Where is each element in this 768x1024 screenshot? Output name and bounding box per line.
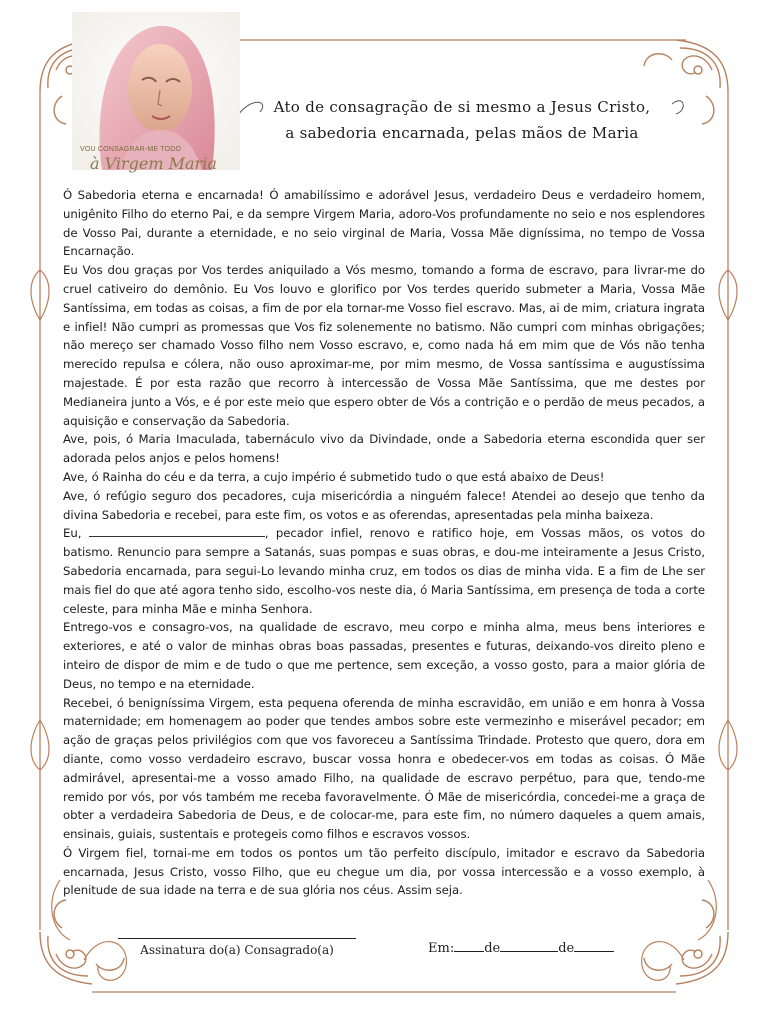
prayer-text — [63, 186, 705, 900]
prayer-paragraph: Ó Virgem fiel, tornai-me em todos os pontos um tão perfeito discípulo, imitador e escravo da Sabedoria encarnada, Jesus Cristo, vosso Filho, que eu chegue um dia, por vossa intercessão e a vosso exemplo, à plenitude de sua idade na terra e de sua glória nos céus. Assim seja. — [63, 845, 705, 898]
prayer-paragraph: Recebei, ó benigníssima Virgem, esta pequena oferenda de minha escravidão, em união e em honra à Vossa maternidade; em homenagem ao poder que tendes ambos sobre este vermezinho e miserável pecador; em ação de graças pelos privilégios com que vos favoreceu a Santíssima Trindade. Protesto que quero, dora em diante, como vosso verdadeiro escravo, buscar vossa honra e obedecer-vos em todas as coisas. Ó Mãe admirável, apresentai-me a vosso amado Filho, na qualidade de escravo perpétuo, para que, tendo-me remido por vós, por vós também me receba favoravelmente. Ó Mãe de misericórdia, concedei-me a graça de obter a verdadeira Sabedoria de Deus, e de colocar-me, para este fim, no número daqueles a quem amais, ensinais, guiais, sustentais e protegeis como filhos e escravos vossos. — [63, 695, 705, 842]
prayer-paragraph: Ave, ó refúgio seguro dos pecadores, cuja misericórdia a ninguém falece! Atendei ao desejo que tenho da divina Sabedoria e recebei, para este fim, os votos e as oferendas, apresentadas pela minha baixeza. — [63, 488, 705, 522]
page-title — [232, 94, 692, 146]
prayer-paragraph: Ave, ó Rainha do céu e da terra, a cujo império é submetido tudo o que está abaixo de Deus! — [63, 469, 605, 484]
bottom-right-scroll — [642, 942, 684, 981]
signature-label: Assinatura do(a) Consagrado(a) — [140, 943, 334, 957]
brand-tag: VOU CONSAGRAR-ME TODO — [80, 146, 182, 153]
year-blank[interactable] — [574, 940, 614, 952]
date-de-1: de — [484, 941, 501, 956]
date-de-2: de — [558, 941, 575, 956]
date-block — [428, 940, 614, 956]
brand-script: à Virgem Maria — [90, 154, 217, 173]
prayer-paragraph: Ave, pois, ó Maria Imaculada, tabernáculo vivo da Divindade, onde a Sabedoria eterna escondida quer ser adorada pelos anjos e pelos homens! — [63, 432, 705, 466]
brand-logo — [80, 146, 240, 176]
date-em-label: Em: — [428, 941, 455, 956]
prayer-paragraph: Eu Vos dou graças por Vos terdes aniquilado a Vós mesmo, tomando a forma de escravo, para livrar-me do cruel cativeiro do demônio. Eu Vos louvo e glorifico por Vos terdes querido submeter a Maria, Vossa Mãe Santíssima, em todas as coisas, a fim de por ela tornar-me Vosso fiel escravo. Mas, ai de mim, criatura ingrata e infiel! Não cumpri as promessas que Vos fiz solenemente no batismo. Não cumpri com minhas obrigações; não mereço ser chamado Vosso filho nem Vosso escravo, e, como nada há em mim que de Vós não tenha merecido repulsa e cólera, não ouso aproximar-me, por mim mesmo, de Vossa santíssima e augustíssima majestade. É por esta razão que recorro à intercessão de Vossa Mãe Santíssima, que me destes por Medianeira junto a Vós, e é por este meio que espero obter de Vós a contrição e o perdão de meus pecados, a aquisição e conservação da Sabedoria. — [63, 263, 705, 428]
pledge-rest: , pecador infiel, renovo e ratifico hoje, em Vossas mãos, os votos do batismo. Renuncio para sempre a Satanás, suas pompas e suas obras, e dou-me inteiramente a Jesus Cristo, Sabedoria encarnada, para segui-Lo levando minha cruz, em todos os dias de minha vida. E a fim de Lhe ser mais fiel do que até agora tenho sido, escolho-vos neste dia, ó Maria Santíssima, em presença de toda a corte celeste, para minha Mãe e minha Senhora. — [63, 526, 705, 616]
prayer-paragraph: Ó Sabedoria eterna e encarnada! Ó amabilíssimo e adorável Jesus, verdadeiro Deus e verdadeiro homem, unigênito Filho do eterno Pai, e da sempre Virgem Maria, adoro-Vos profundamente no seio e nos esplendores de Vosso Pai, durante a eternidade, e no seio virginal de Maria, Vossa Mãe digníssima, no tempo de Vossa Encarnação. — [63, 188, 705, 259]
prayer-paragraph: Entrego-vos e consagro-vos, na qualidade de escravo, meu corpo e minha alma, meus bens interiores e exteriores, e até o valor de minhas obras boas passadas, presentes e futuras, deixando-vos direito pleno e inteiro de dispor de mim e de tudo o que me pertence, sem exceção, a vosso gosto, para a maior glória de Deus, no tempo e na eternidade. — [63, 620, 705, 691]
title-line-1: Ato de consagração de si mesmo a Jesus Cristo, — [273, 98, 651, 116]
day-blank[interactable] — [454, 940, 484, 952]
pledge-start: Eu, — [63, 526, 82, 541]
title-line-2: a sabedoria encarnada, pelas mãos de Maria — [285, 124, 639, 142]
pledge-paragraph — [63, 524, 705, 618]
month-blank[interactable] — [500, 940, 558, 952]
signature-line[interactable] — [118, 938, 356, 939]
signature-block — [118, 938, 356, 957]
name-blank-line[interactable] — [89, 524, 265, 537]
